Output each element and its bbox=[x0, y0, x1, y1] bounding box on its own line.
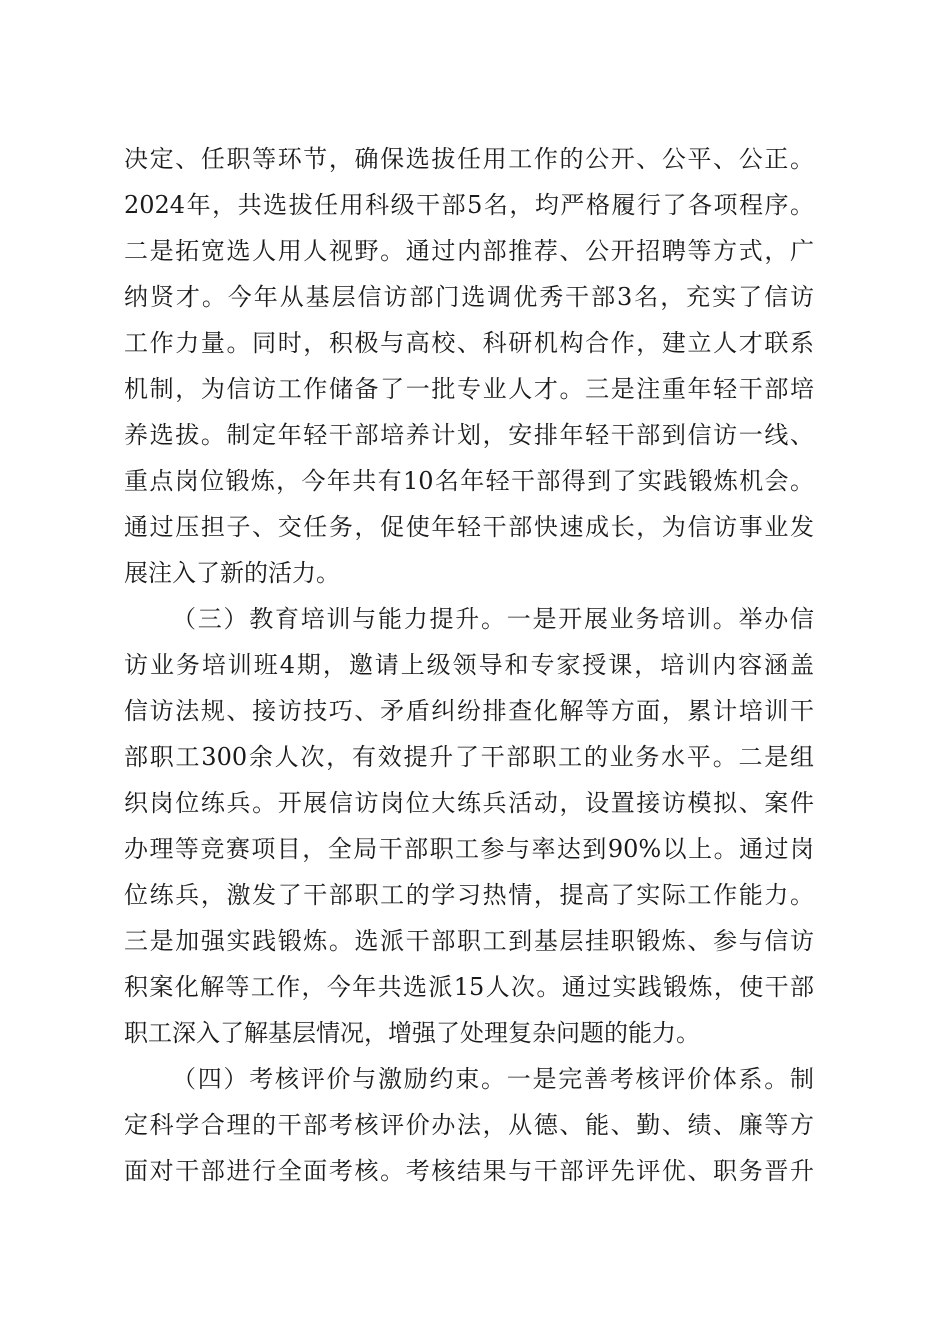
text-line: 纳贤才。今年从基层信访部门选调优秀干部3名，充实了信访 bbox=[124, 283, 814, 311]
text-line: 定科学合理的干部考核评价办法，从德、能、勤、绩、廉等方 bbox=[124, 1111, 814, 1139]
text-line: 访业务培训班4期，邀请上级领导和专家授课，培训内容涵盖 bbox=[124, 651, 814, 679]
text-line: 部职工300余人次，有效提升了干部职工的业务水平。二是组 bbox=[124, 743, 814, 771]
text-line: 重点岗位锻炼，今年共有10名年轻干部得到了实践锻炼机会。 bbox=[124, 467, 814, 495]
text-line: 展注入了新的活力。 bbox=[124, 559, 340, 587]
text-line: 织岗位练兵。开展信访岗位大练兵活动，设置接访模拟、案件 bbox=[124, 789, 814, 817]
text-line: 位练兵，激发了干部职工的学习热情，提高了实际工作能力。 bbox=[124, 881, 814, 909]
text-line: 二是拓宽选人用人视野。通过内部推荐、公开招聘等方式，广 bbox=[124, 237, 814, 265]
text-line: 职工深入了解基层情况，增强了处理复杂问题的能力。 bbox=[124, 1019, 700, 1047]
section-heading-line: （三）教育培训与能力提升。一是开展业务培训。举办信 bbox=[172, 605, 814, 633]
body-text bbox=[124, 136, 814, 1194]
text-line: 积案化解等工作，今年共选派15人次。通过实践锻炼，使干部 bbox=[124, 973, 814, 1001]
text-line: 办理等竞赛项目，全局干部职工参与率达到90%以上。通过岗 bbox=[124, 835, 814, 863]
text-line: 通过压担子、交任务，促使年轻干部快速成长，为信访事业发 bbox=[124, 513, 814, 541]
text-line: 决定、任职等环节，确保选拔任用工作的公开、公平、公正。 bbox=[124, 145, 814, 173]
text-line: 信访法规、接访技巧、矛盾纠纷排查化解等方面，累计培训干 bbox=[124, 697, 814, 725]
text-line: 面对干部进行全面考核。考核结果与干部评先评优、职务晋升 bbox=[124, 1157, 814, 1185]
text-line: 机制，为信访工作储备了一批专业人才。三是注重年轻干部培 bbox=[124, 375, 814, 403]
text-line: 2024年，共选拔任用科级干部5名，均严格履行了各项程序。 bbox=[124, 191, 814, 219]
text-line: 养选拔。制定年轻干部培养计划，安排年轻干部到信访一线、 bbox=[124, 421, 814, 449]
text-line: 三是加强实践锻炼。选派干部职工到基层挂职锻炼、参与信访 bbox=[124, 927, 814, 955]
section-heading-line: （四）考核评价与激励约束。一是完善考核评价体系。制 bbox=[172, 1065, 814, 1093]
text-line: 工作力量。同时，积极与高校、科研机构合作，建立人才联系 bbox=[124, 329, 814, 357]
